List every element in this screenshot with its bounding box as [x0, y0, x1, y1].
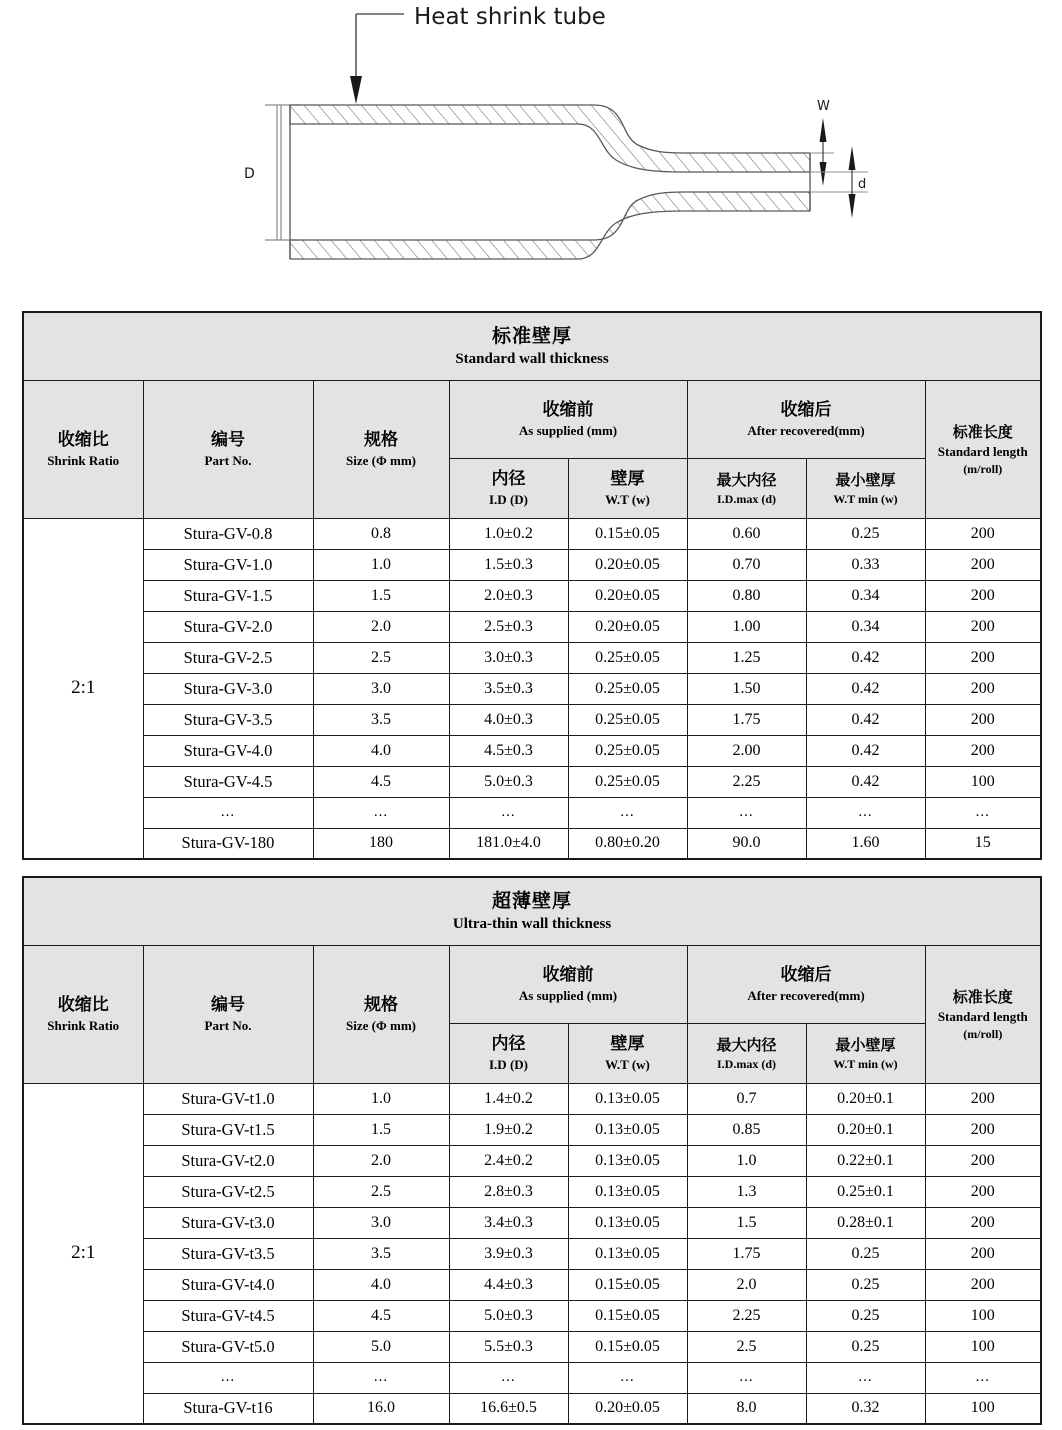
ultrathin-table-body: [23, 1083, 1041, 1424]
header-wall-thickness-cn: 壁厚: [610, 468, 645, 489]
cell-size: ...: [313, 797, 449, 828]
header-id-max: [687, 458, 806, 518]
header-after-recovered: [687, 380, 925, 458]
cell-size: 1.5: [313, 1114, 449, 1145]
cell-size: 2.5: [313, 642, 449, 673]
header-part-no-cn: 编号: [211, 429, 245, 450]
cell-inner-diameter: 1.0±0.2: [449, 518, 568, 549]
header-after-recovered-en: After recovered(mm): [747, 987, 865, 1003]
cell-size: 180: [313, 828, 449, 859]
cell-inner-diameter: 1.5±0.3: [449, 549, 568, 580]
cell-id-max: 0.60: [687, 518, 806, 549]
standard-table-body: [23, 518, 1041, 859]
title-en: Ultra-thin wall thickness: [452, 915, 612, 932]
title-cn: 标准壁厚: [491, 324, 572, 347]
header-standard-length-en: Standard length: [937, 1008, 1028, 1024]
header-part-no-en: Part No.: [204, 1017, 252, 1033]
cell-inner-diameter: 1.4±0.2: [449, 1083, 568, 1114]
cell-id-max: 1.00: [687, 611, 806, 642]
header-standard-length: [925, 380, 1041, 518]
header-size-cn: 规格: [364, 429, 398, 450]
cell-part-no: Stura-GV-t2.0: [143, 1145, 313, 1176]
header-after-recovered: [687, 945, 925, 1023]
cell-part-no: Stura-GV-4.0: [143, 735, 313, 766]
header-size: [313, 945, 449, 1083]
table-header-row-1: [23, 945, 1041, 1023]
cell-wall-thickness: 0.25±0.05: [568, 673, 687, 704]
cell-wall-thickness: 0.13±0.05: [568, 1207, 687, 1238]
cell-standard-length: ...: [925, 797, 1041, 828]
standard-wall-thickness-table: [22, 311, 1042, 860]
cell-standard-length: 100: [925, 1331, 1041, 1362]
cell-wall-thickness: 0.15±0.05: [568, 518, 687, 549]
cell-wall-thickness: 0.20±0.05: [568, 1393, 687, 1424]
cell-wt-min: 0.25: [806, 518, 925, 549]
cell-part-no: Stura-GV-t4.5: [143, 1300, 313, 1331]
cell-id-max: 0.80: [687, 580, 806, 611]
header-standard-length-en: Standard length: [937, 443, 1028, 459]
cell-part-no: Stura-GV-3.5: [143, 704, 313, 735]
cell-wall-thickness: 0.25±0.05: [568, 735, 687, 766]
cell-size: 16.0: [313, 1393, 449, 1424]
cell-standard-length: 200: [925, 735, 1041, 766]
cell-id-max: 0.7: [687, 1083, 806, 1114]
ultrathin-wall-table-wrap: [22, 876, 1040, 1425]
ultrathin-wall-thickness-table: [22, 876, 1042, 1425]
header-as-supplied-cn: 收缩前: [542, 399, 594, 420]
cell-wt-min: 0.25: [806, 1269, 925, 1300]
table-row: [23, 1145, 1041, 1176]
header-as-supplied-cn: 收缩前: [542, 964, 594, 985]
cell-inner-diameter: 181.0±4.0: [449, 828, 568, 859]
table-row: [23, 580, 1041, 611]
standard-wall-table-wrap: [22, 311, 1040, 860]
cell-id-max: 0.85: [687, 1114, 806, 1145]
title-cn: 超薄壁厚: [492, 889, 573, 912]
table-banner-row: [23, 312, 1041, 380]
callout-leader: [356, 14, 404, 78]
header-wall-thickness-en: W.T (w): [605, 491, 650, 507]
table-header-row-1: [23, 380, 1041, 458]
cell-wt-min: 0.42: [806, 673, 925, 704]
cell-inner-diameter: 3.4±0.3: [449, 1207, 568, 1238]
cell-size: 1.0: [313, 1083, 449, 1114]
cell-id-max: 2.0: [687, 1269, 806, 1300]
cell-wt-min: ...: [806, 1362, 925, 1393]
cell-wall-thickness: 0.20±0.05: [568, 611, 687, 642]
header-wall-thickness: [568, 1023, 687, 1083]
cell-part-no: Stura-GV-1.5: [143, 580, 313, 611]
cell-standard-length: 100: [925, 766, 1041, 797]
cell-standard-length: 200: [925, 549, 1041, 580]
cell-inner-diameter: 2.4±0.2: [449, 1145, 568, 1176]
dim-d-label: d: [858, 177, 867, 192]
cell-wall-thickness: 0.25±0.05: [568, 642, 687, 673]
header-wt-min-cn: 最小壁厚: [835, 470, 896, 489]
header-inner-diameter-en: I.D (D): [489, 1056, 528, 1072]
table-row: [23, 766, 1041, 797]
cell-inner-diameter: 3.0±0.3: [449, 642, 568, 673]
cell-wt-min: 0.42: [806, 642, 925, 673]
cell-inner-diameter: 2.5±0.3: [449, 611, 568, 642]
cell-part-no: Stura-GV-t1.0: [143, 1083, 313, 1114]
cell-inner-diameter: 5.5±0.3: [449, 1331, 568, 1362]
cell-part-no: Stura-GV-t2.5: [143, 1176, 313, 1207]
cell-wt-min: 0.34: [806, 611, 925, 642]
cell-standard-length: 200: [925, 1207, 1041, 1238]
cell-wall-thickness: 0.13±0.05: [568, 1238, 687, 1269]
cell-standard-length: 200: [925, 673, 1041, 704]
cell-wt-min: 0.25±0.1: [806, 1176, 925, 1207]
cell-id-max: 8.0: [687, 1393, 806, 1424]
cell-size: 2.5: [313, 1176, 449, 1207]
header-id-max: [687, 1023, 806, 1083]
cell-standard-length: 200: [925, 704, 1041, 735]
cell-wall-thickness: 0.13±0.05: [568, 1083, 687, 1114]
table-row: [23, 704, 1041, 735]
cell-part-no: Stura-GV-0.8: [143, 518, 313, 549]
header-standard-length-unit: (m/roll): [963, 1026, 1003, 1041]
cell-standard-length: 100: [925, 1300, 1041, 1331]
cell-id-max: 1.75: [687, 1238, 806, 1269]
cell-id-max: 0.70: [687, 549, 806, 580]
header-id-max-cn: 最大内径: [716, 1035, 777, 1054]
cell-inner-diameter: 1.9±0.2: [449, 1114, 568, 1145]
table-row: [23, 1176, 1041, 1207]
cell-inner-diameter: ...: [449, 1362, 568, 1393]
cell-standard-length: 200: [925, 580, 1041, 611]
header-shrink-ratio-cn: 收缩比: [57, 429, 109, 450]
cell-inner-diameter: 4.5±0.3: [449, 735, 568, 766]
header-standard-length-cn: 标准长度: [952, 987, 1013, 1006]
header-inner-diameter-cn: 内径: [491, 1033, 526, 1054]
cell-wt-min: 0.20±0.1: [806, 1083, 925, 1114]
shrink-ratio-value: 2:1: [23, 518, 143, 859]
table-row: [23, 642, 1041, 673]
cell-id-max: 2.5: [687, 1331, 806, 1362]
table-row: [23, 673, 1041, 704]
cell-part-no: Stura-GV-t4.0: [143, 1269, 313, 1300]
cell-id-max: 1.5: [687, 1207, 806, 1238]
cell-inner-diameter: 4.0±0.3: [449, 704, 568, 735]
cell-size: 4.0: [313, 735, 449, 766]
cell-wt-min: 0.32: [806, 1393, 925, 1424]
cell-wt-min: 0.25: [806, 1300, 925, 1331]
table-row: [23, 1083, 1041, 1114]
cell-wall-thickness: ...: [568, 1362, 687, 1393]
cell-standard-length: 15: [925, 828, 1041, 859]
cell-part-no: Stura-GV-t3.0: [143, 1207, 313, 1238]
cell-part-no: ...: [143, 797, 313, 828]
header-after-recovered-cn: 收缩后: [780, 399, 832, 420]
header-id-max-en: I.D.max (d): [717, 1056, 776, 1071]
header-inner-diameter-en: I.D (D): [489, 491, 528, 507]
header-part-no-en: Part No.: [204, 452, 252, 468]
dim-d-arrow-bottom: [849, 194, 856, 218]
cell-wall-thickness: 0.20±0.05: [568, 580, 687, 611]
cell-wt-min: 0.42: [806, 735, 925, 766]
cell-size: 2.0: [313, 1145, 449, 1176]
cell-id-max: 2.25: [687, 766, 806, 797]
cell-wall-thickness: 0.13±0.05: [568, 1145, 687, 1176]
cell-part-no: Stura-GV-t3.5: [143, 1238, 313, 1269]
cell-standard-length: 200: [925, 1176, 1041, 1207]
cell-size: 4.5: [313, 1300, 449, 1331]
dim-D-label: D: [244, 166, 255, 182]
cell-part-no: Stura-GV-t16: [143, 1393, 313, 1424]
cell-standard-length: 200: [925, 518, 1041, 549]
table-row: [23, 1114, 1041, 1145]
header-part-no: [143, 380, 313, 518]
header-shrink-ratio-en: Shrink Ratio: [47, 452, 120, 468]
header-wt-min-cn: 最小壁厚: [835, 1035, 896, 1054]
cell-standard-length: 100: [925, 1393, 1041, 1424]
cell-part-no: Stura-GV-2.5: [143, 642, 313, 673]
cell-inner-diameter: 4.4±0.3: [449, 1269, 568, 1300]
cell-size: 5.0: [313, 1331, 449, 1362]
cell-size: 1.5: [313, 580, 449, 611]
header-wall-thickness-cn: 壁厚: [610, 1033, 645, 1054]
table-row: [23, 1331, 1041, 1362]
cell-id-max: 1.3: [687, 1176, 806, 1207]
dim-W-arrow-top: [820, 118, 827, 142]
cell-wall-thickness: 0.15±0.05: [568, 1269, 687, 1300]
standard-table-title: [23, 312, 1041, 380]
table-row: [23, 549, 1041, 580]
cell-wall-thickness: 0.25±0.05: [568, 704, 687, 735]
table-row: [23, 1238, 1041, 1269]
table-row: [23, 735, 1041, 766]
header-after-recovered-en: After recovered(mm): [747, 422, 865, 438]
cell-wall-thickness: 0.13±0.05: [568, 1176, 687, 1207]
header-id-max-cn: 最大内径: [716, 470, 777, 489]
cell-size: 3.5: [313, 704, 449, 735]
cell-id-max: 2.00: [687, 735, 806, 766]
header-as-supplied: [449, 945, 687, 1023]
cell-wt-min: 0.25: [806, 1238, 925, 1269]
header-inner-diameter: [449, 1023, 568, 1083]
cell-inner-diameter: 5.0±0.3: [449, 766, 568, 797]
cell-inner-diameter: 3.9±0.3: [449, 1238, 568, 1269]
cell-part-no: Stura-GV-t5.0: [143, 1331, 313, 1362]
table-row: [23, 1269, 1041, 1300]
cell-size: 3.5: [313, 1238, 449, 1269]
header-id-max-en: I.D.max (d): [717, 491, 776, 506]
header-part-no: [143, 945, 313, 1083]
table-row: [23, 828, 1041, 859]
header-as-supplied-en: As supplied (mm): [518, 422, 618, 438]
header-part-no-cn: 编号: [211, 994, 245, 1015]
table-row: [23, 1300, 1041, 1331]
table-row: [23, 797, 1041, 828]
cell-wt-min: ...: [806, 797, 925, 828]
header-size-cn: 规格: [364, 994, 398, 1015]
cell-part-no: Stura-GV-4.5: [143, 766, 313, 797]
header-wt-min-en: W.T min (w): [833, 491, 898, 506]
cell-standard-length: 200: [925, 642, 1041, 673]
cell-id-max: 1.25: [687, 642, 806, 673]
table-row: [23, 518, 1041, 549]
cell-standard-length: 200: [925, 1083, 1041, 1114]
cell-wt-min: 0.34: [806, 580, 925, 611]
header-shrink-ratio: [23, 945, 143, 1083]
header-wt-min: [806, 1023, 925, 1083]
table-row: [23, 1393, 1041, 1424]
cell-standard-length: 200: [925, 611, 1041, 642]
dim-W-arrow-bottom: [820, 162, 827, 186]
shrink-ratio-value: 2:1: [23, 1083, 143, 1424]
cell-id-max: 2.25: [687, 1300, 806, 1331]
cell-inner-diameter: 16.6±0.5: [449, 1393, 568, 1424]
table-row: [23, 1207, 1041, 1238]
cell-wt-min: 0.25: [806, 1331, 925, 1362]
cell-wall-thickness: 0.25±0.05: [568, 766, 687, 797]
tube-lower-wall: [290, 192, 810, 259]
cell-part-no: Stura-GV-1.0: [143, 549, 313, 580]
header-wall-thickness-en: W.T (w): [605, 1056, 650, 1072]
cell-id-max: 1.75: [687, 704, 806, 735]
cell-inner-diameter: 2.8±0.3: [449, 1176, 568, 1207]
header-standard-length-unit: (m/roll): [963, 461, 1003, 476]
tube-upper-wall: [290, 105, 810, 172]
header-inner-diameter: [449, 458, 568, 518]
header-after-recovered-cn: 收缩后: [780, 964, 832, 985]
cell-part-no: ...: [143, 1362, 313, 1393]
cell-wall-thickness: ...: [568, 797, 687, 828]
callout-arrow-icon: [350, 76, 362, 104]
header-as-supplied: [449, 380, 687, 458]
cell-size: 3.0: [313, 1207, 449, 1238]
header-standard-length: [925, 945, 1041, 1083]
header-shrink-ratio-cn: 收缩比: [57, 994, 109, 1015]
cell-size: 4.5: [313, 766, 449, 797]
cell-wt-min: 0.42: [806, 766, 925, 797]
cell-wt-min: 0.42: [806, 704, 925, 735]
cell-wall-thickness: 0.15±0.05: [568, 1331, 687, 1362]
cell-wall-thickness: 0.15±0.05: [568, 1300, 687, 1331]
table-row: [23, 611, 1041, 642]
cell-wt-min: 0.33: [806, 549, 925, 580]
cell-part-no: Stura-GV-3.0: [143, 673, 313, 704]
ultrathin-table-title: [23, 877, 1041, 945]
cell-standard-length: 200: [925, 1114, 1041, 1145]
callout-label: Heat shrink tube: [414, 4, 606, 30]
header-inner-diameter-cn: 内径: [491, 468, 526, 489]
cell-size: 1.0: [313, 549, 449, 580]
title-en: Standard wall thickness: [455, 350, 609, 367]
cell-wall-thickness: 0.13±0.05: [568, 1114, 687, 1145]
cell-inner-diameter: 3.5±0.3: [449, 673, 568, 704]
header-size-en: Size (Φ mm): [346, 452, 416, 468]
d-extension-lines: [265, 105, 300, 240]
header-shrink-ratio-en: Shrink Ratio: [47, 1017, 120, 1033]
cell-standard-length: 200: [925, 1269, 1041, 1300]
cell-size: 3.0: [313, 673, 449, 704]
header-as-supplied-en: As supplied (mm): [518, 987, 618, 1003]
header-standard-length-cn: 标准长度: [952, 422, 1013, 441]
header-size: [313, 380, 449, 518]
cell-size: ...: [313, 1362, 449, 1393]
cell-wall-thickness: 0.80±0.20: [568, 828, 687, 859]
header-wt-min-en: W.T min (w): [833, 1056, 898, 1071]
header-shrink-ratio: [23, 380, 143, 518]
cell-part-no: Stura-GV-2.0: [143, 611, 313, 642]
cell-id-max: 1.0: [687, 1145, 806, 1176]
table-row: [23, 1362, 1041, 1393]
dim-W-label: W: [817, 99, 830, 114]
product-diagram: [0, 0, 1062, 300]
cell-wt-min: 0.20±0.1: [806, 1114, 925, 1145]
cell-size: 0.8: [313, 518, 449, 549]
cell-wt-min: 0.28±0.1: [806, 1207, 925, 1238]
cell-standard-length: 200: [925, 1238, 1041, 1269]
table-banner-row: [23, 877, 1041, 945]
cell-id-max: 1.50: [687, 673, 806, 704]
cell-id-max: ...: [687, 797, 806, 828]
cell-inner-diameter: 2.0±0.3: [449, 580, 568, 611]
cell-standard-length: 200: [925, 1145, 1041, 1176]
cell-part-no: Stura-GV-180: [143, 828, 313, 859]
cell-wt-min: 0.22±0.1: [806, 1145, 925, 1176]
header-wall-thickness: [568, 458, 687, 518]
cell-size: 4.0: [313, 1269, 449, 1300]
cell-id-max: ...: [687, 1362, 806, 1393]
header-wt-min: [806, 458, 925, 518]
cell-id-max: 90.0: [687, 828, 806, 859]
header-size-en: Size (Φ mm): [346, 1017, 416, 1033]
cell-wall-thickness: 0.20±0.05: [568, 549, 687, 580]
cell-inner-diameter: 5.0±0.3: [449, 1300, 568, 1331]
cell-standard-length: ...: [925, 1362, 1041, 1393]
cell-wt-min: 1.60: [806, 828, 925, 859]
cell-part-no: Stura-GV-t1.5: [143, 1114, 313, 1145]
cell-size: 2.0: [313, 611, 449, 642]
cell-inner-diameter: ...: [449, 797, 568, 828]
dim-d-arrow-top: [849, 146, 856, 170]
